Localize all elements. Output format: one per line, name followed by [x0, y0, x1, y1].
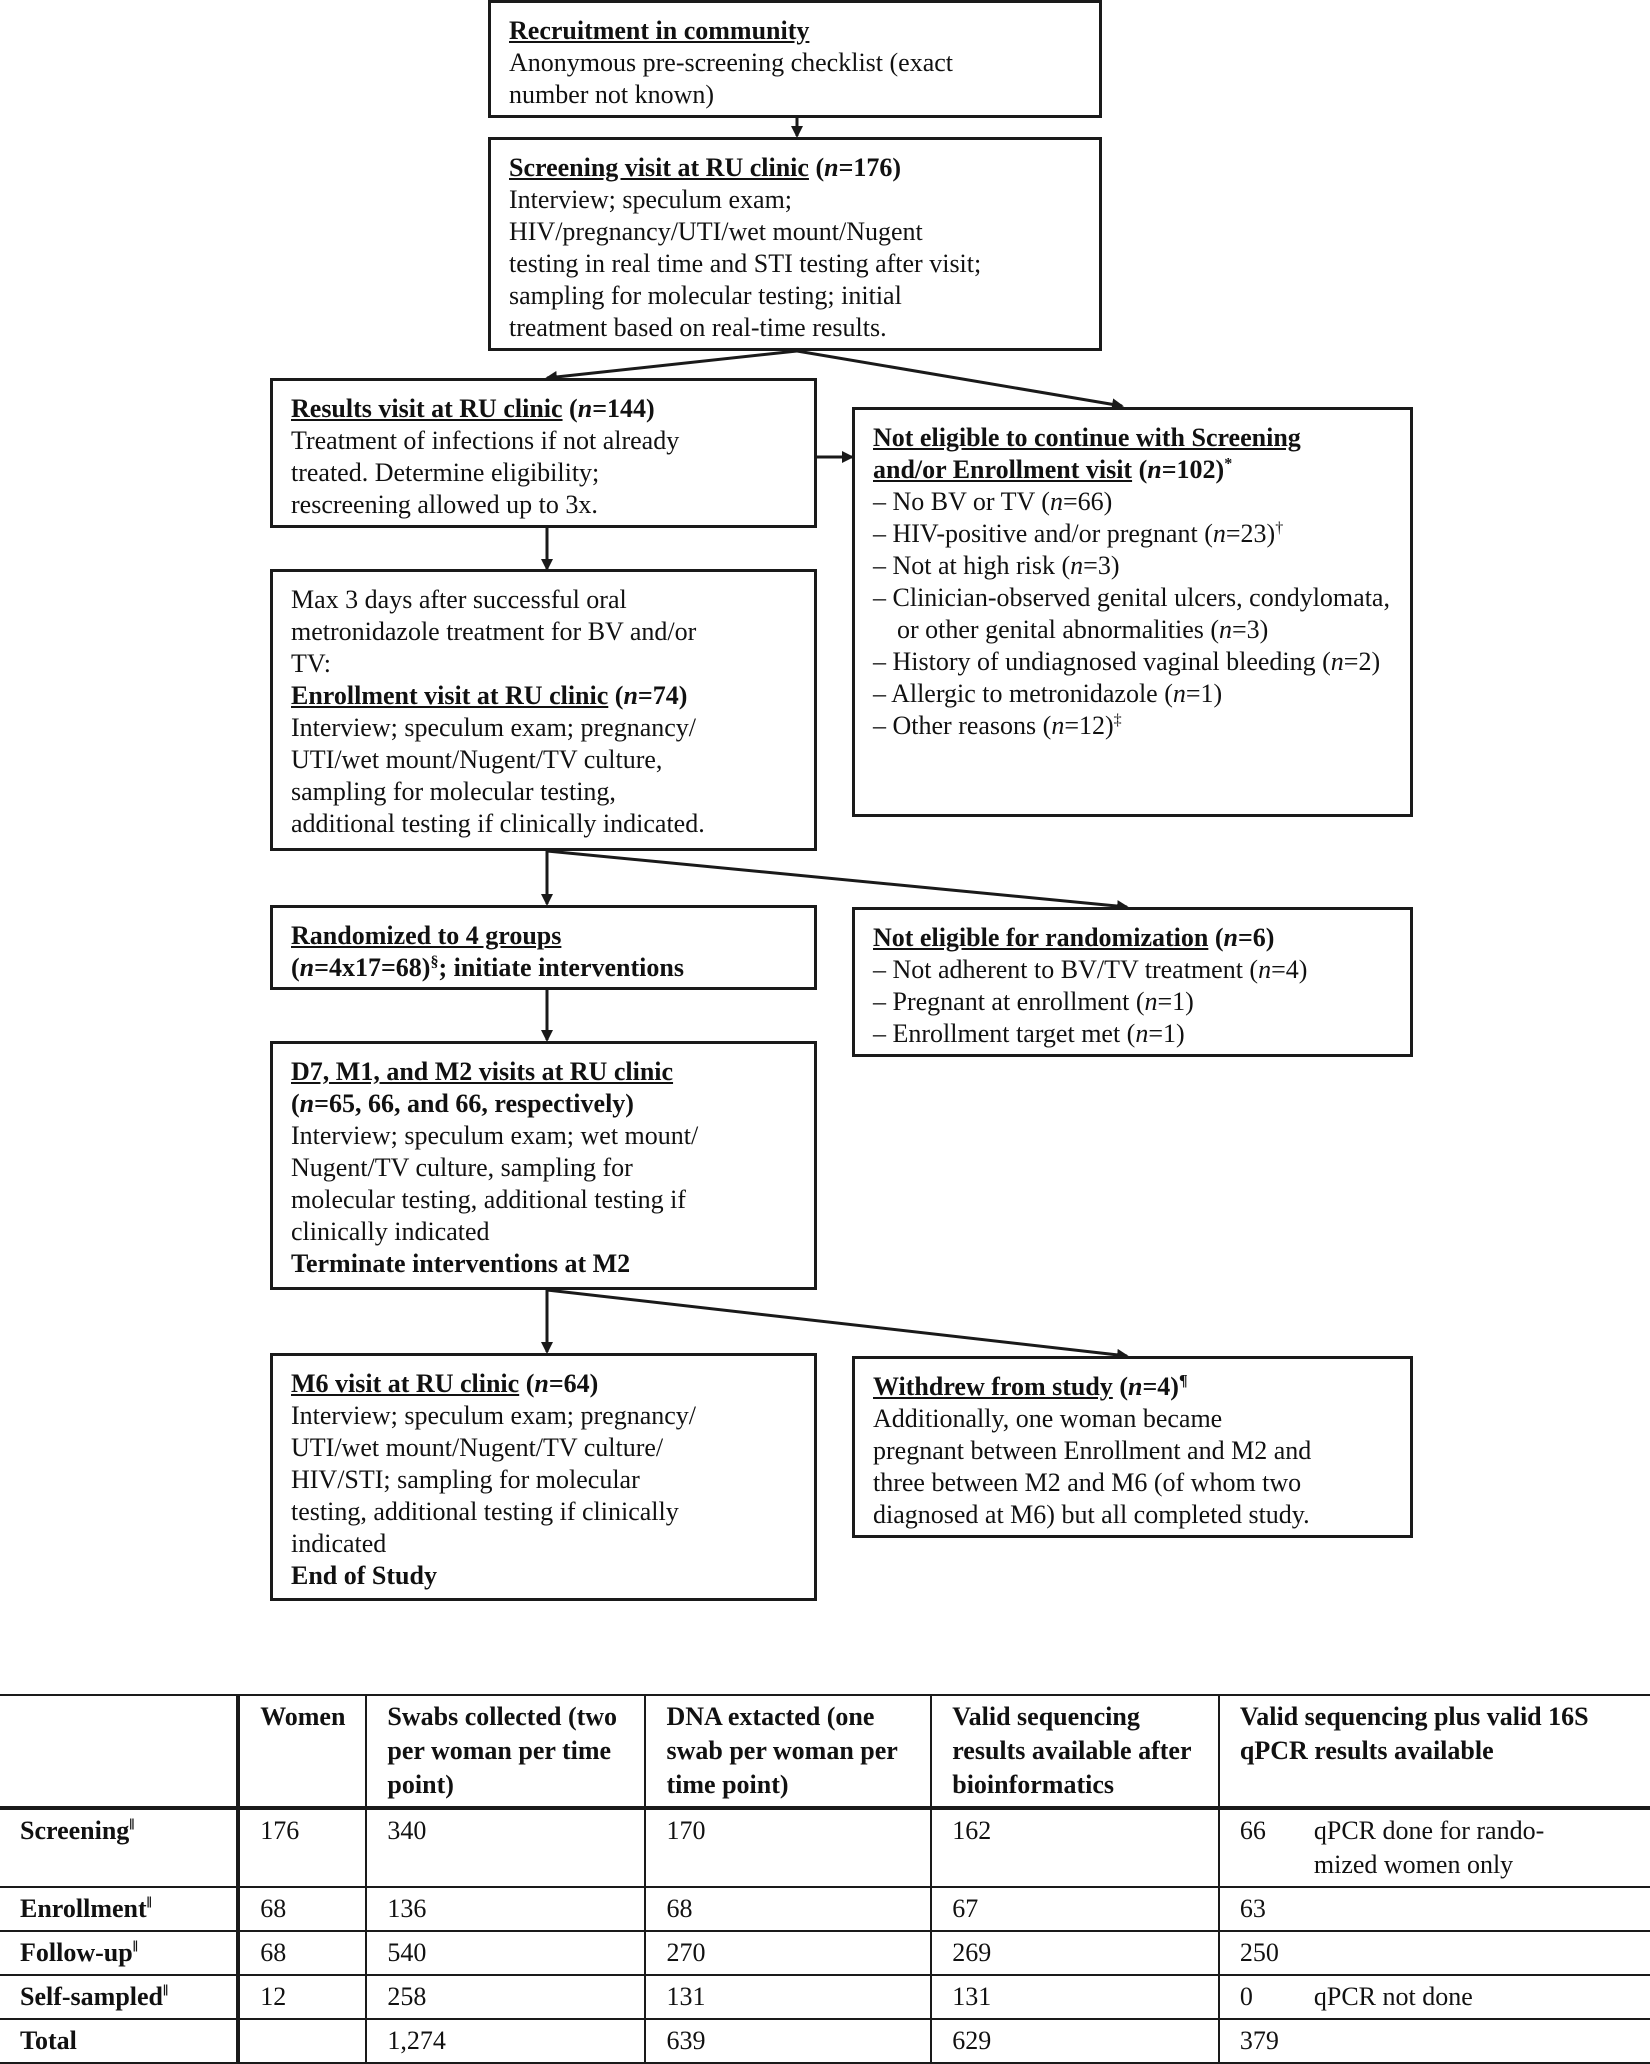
reason-n: =23)	[1225, 519, 1276, 548]
not-randomized-box	[852, 907, 1413, 1057]
not-eligible-box	[852, 407, 1413, 817]
randomized-title: Randomized to 4 groups	[291, 921, 562, 950]
n-symbol: n	[623, 681, 638, 710]
not-eligible-reason	[873, 550, 1392, 582]
withdrew-box	[852, 1356, 1413, 1538]
reason-text: – Pregnant at enrollment (	[873, 987, 1145, 1016]
not-randomized-reasons	[873, 954, 1392, 1050]
results-line: treated. Determine eligibility;	[291, 458, 600, 487]
table-row	[0, 2019, 1650, 2063]
results-line: Treatment of infections if not already	[291, 426, 680, 455]
paren: (	[569, 394, 578, 423]
table-header: Women	[238, 1695, 366, 1808]
withdrew-line: pregnant between Enrollment and M2 and	[873, 1436, 1312, 1465]
followup-visits-box	[270, 1041, 817, 1290]
reason-n: =12)	[1064, 711, 1114, 740]
recruitment-title: Recruitment in community	[509, 16, 810, 45]
qpcr-value: 250	[1239, 1938, 1279, 1967]
cell-women: 12	[238, 1975, 366, 2019]
footnote-mark: *	[1224, 455, 1233, 473]
table-header-row	[0, 1695, 1650, 1808]
reason-n: =2)	[1343, 647, 1381, 676]
n-symbol: n	[577, 394, 593, 423]
table-row	[0, 1808, 1650, 1887]
m6-n: =64)	[548, 1369, 599, 1398]
withdrew-n: =4)	[1142, 1372, 1179, 1401]
not-eligible-reason	[873, 678, 1392, 710]
enrollment-intro: Max 3 days after successful oral	[291, 585, 627, 614]
cell-dna: 270	[645, 1931, 931, 1975]
not-eligible-title: and/or Enrollment visit	[873, 455, 1133, 484]
reason-n: =1)	[1148, 1019, 1185, 1048]
footnote-mark: ‖	[129, 1816, 135, 1834]
withdrew-line: three between M2 and M6 (of whom two	[873, 1468, 1302, 1497]
footnote-mark: ‡	[1113, 711, 1122, 729]
screening-n: =176)	[838, 153, 902, 182]
cell-swabs: 340	[366, 1808, 645, 1887]
results-n: =144)	[592, 394, 655, 423]
n-symbol: n	[1144, 987, 1158, 1016]
not-eligible-n: =102)	[1161, 455, 1225, 484]
cell-valid: 629	[931, 2019, 1219, 2063]
enrollment-visit-box	[270, 569, 817, 851]
m6-visit-box	[270, 1353, 817, 1601]
footnote-mark: ‖	[146, 1894, 152, 1912]
m6-line: testing, additional testing if clinically	[291, 1497, 679, 1526]
table-row	[0, 1931, 1650, 1975]
not-eligible-reason	[873, 710, 1392, 742]
cell-qpcr	[1219, 1808, 1650, 1887]
m6-line: indicated	[291, 1529, 387, 1558]
recruitment-line: Anonymous pre-screening checklist (exact	[509, 48, 954, 77]
arrow-followup-to-withdrew	[547, 1290, 1127, 1356]
cell-women	[238, 2019, 366, 2063]
cell-swabs: 258	[366, 1975, 645, 2019]
row-label	[0, 2019, 238, 2063]
followup-footer: Terminate interventions at M2	[291, 1249, 631, 1278]
screening-line: Interview; speculum exam;	[509, 185, 793, 214]
paren: (	[815, 153, 825, 182]
followup-line: molecular testing, additional testing if	[291, 1185, 686, 1214]
screening-title: Screening visit at RU clinic	[509, 153, 809, 182]
table-header: Valid sequencing plus valid 16S qPCR results available	[1219, 1695, 1650, 1808]
row-label-text: Screening	[20, 1816, 130, 1845]
cell-women: 68	[238, 1931, 366, 1975]
paren: (	[1119, 1372, 1128, 1401]
withdrew-title: Withdrew from study	[873, 1372, 1113, 1401]
cell-dna: 170	[645, 1808, 931, 1887]
qpcr-value: 379	[1239, 2026, 1279, 2055]
not-eligible-reason	[873, 582, 1392, 646]
m6-footer: End of Study	[291, 1561, 437, 1590]
screening-line: treatment based on real-time results.	[509, 313, 887, 342]
row-label	[0, 1808, 238, 1887]
cell-swabs: 540	[366, 1931, 645, 1975]
not-eligible-reason	[873, 646, 1392, 678]
not-eligible-title: Not eligible to continue with Screening	[873, 423, 1301, 452]
row-label	[0, 1887, 238, 1931]
paren: (	[525, 1369, 535, 1398]
paren: (	[1138, 455, 1148, 484]
cell-qpcr	[1219, 1931, 1650, 1975]
n-symbol: n	[1070, 551, 1084, 580]
reason-text: – Not adherent to BV/TV treatment (	[873, 955, 1259, 984]
n-symbol: n	[1330, 647, 1344, 676]
enrollment-line: Interview; speculum exam; pregnancy/	[291, 713, 697, 742]
m6-title: M6 visit at RU clinic	[291, 1369, 520, 1398]
not-randomized-n: =6)	[1237, 923, 1275, 952]
table-body	[0, 1808, 1650, 2063]
not-eligible-reason	[873, 486, 1392, 518]
n-symbol: n	[1172, 679, 1186, 708]
enrollment-n: =74)	[637, 681, 688, 710]
row-label-text: Follow-up	[20, 1938, 133, 1967]
not-randomized-reason	[873, 954, 1392, 986]
row-label-text: Enrollment	[20, 1894, 147, 1923]
table-row	[0, 1887, 1650, 1931]
arrow-screening-to-results	[547, 351, 797, 378]
cell-qpcr	[1219, 1975, 1650, 2019]
cell-qpcr	[1219, 1887, 1650, 1931]
reason-text: – Enrollment target met (	[873, 1019, 1136, 1048]
cell-valid: 269	[931, 1931, 1219, 1975]
n-symbol: n	[824, 153, 839, 182]
table-header: DNA extacted (one swab per woman per time point)	[645, 1695, 931, 1808]
screening-line: sampling for molecular testing; initial	[509, 281, 902, 310]
results-title: Results visit at RU clinic	[291, 394, 563, 423]
footnote-mark: ‖	[163, 1982, 169, 2000]
randomized-box	[270, 905, 817, 990]
followup-n: =65, 66, and 66, respectively)	[314, 1089, 634, 1118]
table-row	[0, 1975, 1650, 2019]
followup-line: Nugent/TV culture, sampling for	[291, 1153, 633, 1182]
arrow-screening-to-not-eligible	[797, 351, 1122, 406]
qpcr-value: 66	[1239, 1816, 1266, 1845]
followup-title: D7, M1, and M2 visits at RU clinic	[291, 1057, 674, 1086]
reason-n: =3)	[1083, 551, 1120, 580]
enrollment-intro: metronidazole treatment for BV and/or	[291, 617, 697, 646]
followup-line: Interview; speculum exam; wet mount/	[291, 1121, 699, 1150]
cell-women: 176	[238, 1808, 366, 1887]
n-symbol: n	[1127, 1372, 1143, 1401]
qpcr-note: qPCR done for randomized women only	[1313, 1816, 1545, 1879]
cell-women: 68	[238, 1887, 366, 1931]
table-header: Swabs collected (two per woman per time point)	[366, 1695, 645, 1808]
paren: (	[614, 681, 624, 710]
not-randomized-title: Not eligible for randomization	[873, 923, 1209, 952]
randomized-n: =4x17=68)	[314, 953, 431, 982]
paren: (	[291, 1089, 300, 1118]
cell-dna: 68	[645, 1887, 931, 1931]
row-label-text: Self-sampled	[20, 1982, 163, 2011]
footnote-mark: †	[1275, 519, 1284, 537]
sample-counts-table	[0, 1694, 1650, 2064]
cell-valid: 162	[931, 1808, 1219, 1887]
cell-valid: 67	[931, 1887, 1219, 1931]
row-label	[0, 1975, 238, 2019]
not-randomized-reason	[873, 986, 1392, 1018]
enrollment-line: UTI/wet mount/Nugent/TV culture,	[291, 745, 663, 774]
reason-text: – Other reasons (	[873, 711, 1052, 740]
enrollment-title: Enrollment visit at RU clinic	[291, 681, 609, 710]
cell-swabs: 136	[366, 1887, 645, 1931]
qpcr-note: qPCR not done	[1313, 1982, 1473, 2011]
not-eligible-reason	[873, 518, 1392, 550]
enrollment-line: additional testing if clinically indicated.	[291, 809, 705, 838]
table-header	[0, 1695, 238, 1808]
row-label	[0, 1931, 238, 1975]
withdrew-line: Additionally, one woman became	[873, 1404, 1223, 1433]
recruitment-box	[488, 0, 1102, 118]
paren: (	[291, 953, 300, 982]
cell-valid: 131	[931, 1975, 1219, 2019]
reason-n: =3)	[1232, 615, 1269, 644]
randomized-tail: ; initiate interventions	[438, 953, 684, 982]
n-symbol: n	[1147, 455, 1162, 484]
n-symbol: n	[534, 1369, 549, 1398]
screening-visit-box	[488, 137, 1102, 351]
n-symbol: n	[1258, 955, 1272, 984]
not-eligible-reasons	[873, 486, 1392, 742]
reason-text: – No BV or TV (	[873, 487, 1050, 516]
n-symbol: n	[1219, 615, 1233, 644]
n-symbol: n	[1212, 519, 1226, 548]
screening-line: testing in real time and STI testing after visit;	[509, 249, 982, 278]
qpcr-value: 63	[1239, 1894, 1266, 1923]
enrollment-line: sampling for molecular testing,	[291, 777, 616, 806]
reason-text: – Not at high risk (	[873, 551, 1071, 580]
footnote-mark: ¶	[1178, 1372, 1188, 1390]
results-line: rescreening allowed up to 3x.	[291, 490, 598, 519]
cell-qpcr	[1219, 2019, 1650, 2063]
followup-line: clinically indicated	[291, 1217, 490, 1246]
reason-n: =66)	[1062, 487, 1113, 516]
recruitment-line: number not known)	[509, 80, 715, 109]
reason-n: =1)	[1185, 679, 1223, 708]
not-randomized-reason	[873, 1018, 1392, 1050]
footnote-mark: §	[430, 953, 439, 971]
n-symbol: n	[299, 1089, 315, 1118]
enrollment-intro: TV:	[291, 649, 331, 678]
reason-n: =4)	[1271, 955, 1308, 984]
row-label-text: Total	[20, 2026, 77, 2055]
cell-dna: 639	[645, 2019, 931, 2063]
paren: (	[1214, 923, 1224, 952]
reason-text: – HIV-positive and/or pregnant (	[873, 519, 1213, 548]
n-symbol: n	[299, 953, 315, 982]
results-visit-box	[270, 378, 817, 528]
table-header: Valid sequencing results available after bioinformatics	[931, 1695, 1219, 1808]
reason-text: – Allergic to metronidazole (	[873, 679, 1173, 708]
arrow-enrollment-to-not-randomized	[547, 851, 1127, 907]
n-symbol: n	[1051, 711, 1065, 740]
screening-line: HIV/pregnancy/UTI/wet mount/Nugent	[509, 217, 923, 246]
withdrew-line: diagnosed at M6) but all completed study.	[873, 1500, 1310, 1529]
cell-swabs: 1,274	[366, 2019, 645, 2063]
reason-n: =1)	[1157, 987, 1194, 1016]
m6-line: UTI/wet mount/Nugent/TV culture/	[291, 1433, 664, 1462]
reason-text: – History of undiagnosed vaginal bleeding (	[873, 647, 1331, 676]
qpcr-value: 0	[1239, 1982, 1253, 2011]
cell-dna: 131	[645, 1975, 931, 2019]
reason-text: – Clinician-observed genital ulcers, condylomata, or other genital abnormalities (	[873, 583, 1390, 644]
m6-line: Interview; speculum exam; pregnancy/	[291, 1401, 697, 1430]
n-symbol: n	[1135, 1019, 1149, 1048]
n-symbol: n	[1223, 923, 1238, 952]
n-symbol: n	[1049, 487, 1063, 516]
footnote-mark: ‖	[132, 1938, 138, 1956]
m6-line: HIV/STI; sampling for molecular	[291, 1465, 640, 1494]
